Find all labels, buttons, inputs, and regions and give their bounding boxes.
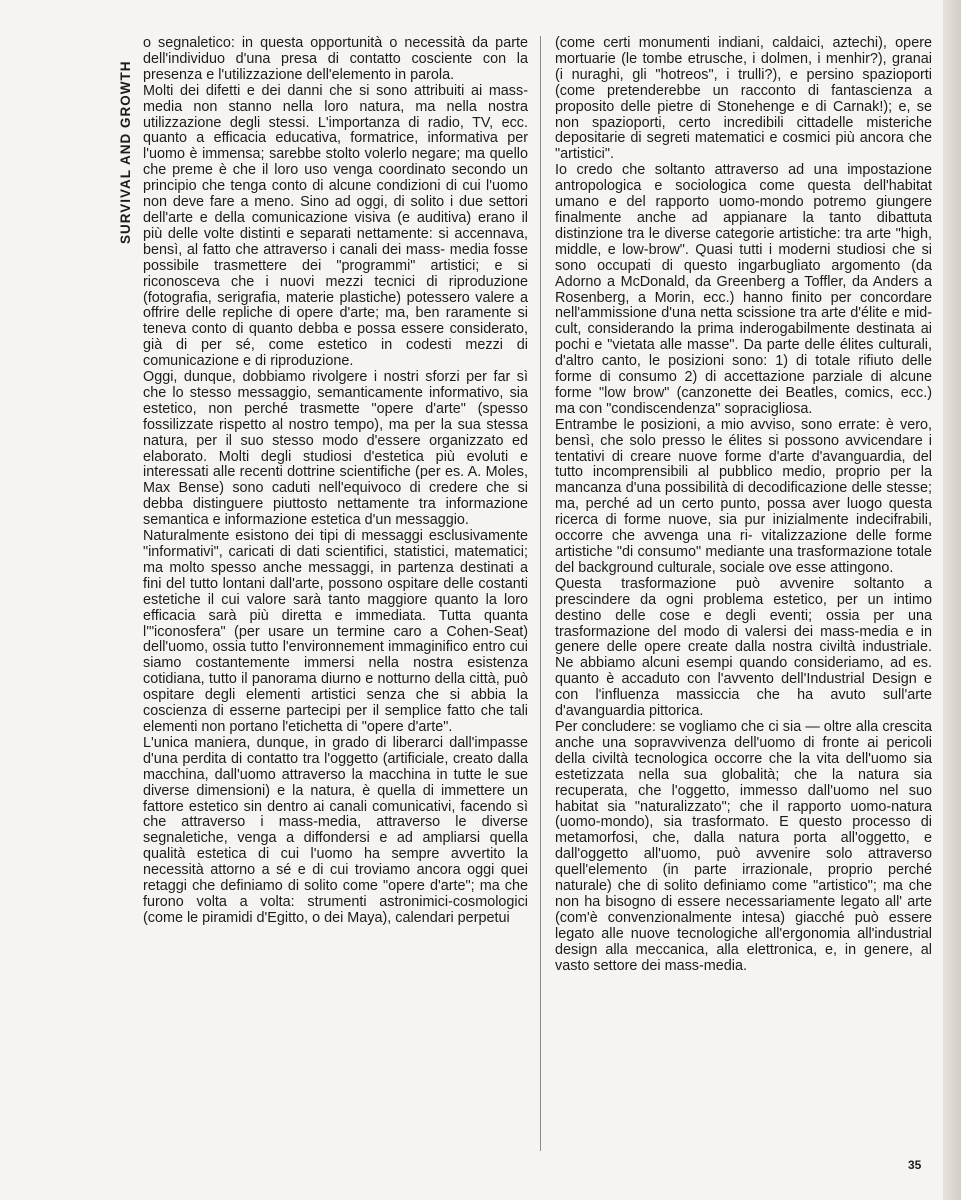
left-paragraph-4: Naturalmente esistono dei tipi di messaggi esclusivamente "informativi", caricati di dati scientifici, statistici, matematici; ma molto spesso anche messaggi, in partenza destinati a fini del tutto lontani dall'arte, possono ospitare delle costanti estetiche il cui valore sarà tanto maggiore quanto la loro efficacia sarà più diretta e immediata. Tutta quanta l'"iconosfera" (per usare un termine caro a Cohen-Seat) dell'uomo, ossia tutto l'environnement immaginifico entro cui siamo costantemente immersi nella nostra esistenza cotidiana, tutto il panorama diurno e notturno della città, può ospitare degli elementi artistici senza che si abbia la coscienza di esserne partecipi per il semplice fatto che tali elementi non portano l'etichetta di "opere d'arte". bbox=[143, 528, 528, 735]
left-paragraph-3: Oggi, dunque, dobbiamo rivolgere i nostri sforzi per far sì che lo stesso messaggio, semanticamente informativo, sia estetico, non perché trasmette "opere d'arte" (spesso fossilizzate rispetto al nostro tempo), ma per la sua stessa natura, per il suo stesso modo d'essere organizzato ed elaborato. Molti degli studiosi d'estetica più evoluti e interessati alle recenti dottrine scientifiche (per es. A. Moles, Max Bense) sono caduti nell'equivoco di credere che si debba distinguere piuttosto nettamente tra informazione semantica e informazione estetica d'un messaggio. bbox=[143, 369, 528, 529]
right-paragraph-5: Per concludere: se vogliamo che ci sia — oltre alla crescita anche una sopravvivenza dell'uomo di fronte ai pericoli della civiltà tecnologica occorre che la vita dell'uomo sia estetizzata nella sua globalità; che la natura sia recuperata, che l'oggetto, immesso dall'uomo nel suo habitat sia "naturalizzato"; che il rapporto uomo-natura (uomo-mondo), sia trasformato. E questo processo di metamorfosi, che, dalla natura porta all'oggetto, e dall'oggetto all'uomo, può avvenire solo attraverso quell'elemento (in parte irrazionale, proprio perché naturale) che di solito definiamo come "artistico"; ma che non ha bisogno di essere necessariamente legato all' arte (com'è convenzionalmente intesa) giacché può essere legato alle nuove tecnologiche all'ergonomia all'industrial design alla meccanica, alla elettronica, e, in genere, al vasto settore dei mass-media. bbox=[555, 718, 932, 974]
right-paragraph-1: (come certi monumenti indiani, caldaici, aztechi), opere mortuarie (le tombe etrusche, i dolmen, i menhir?), granai (i nuraghi, gli "hotreos", i trulli?), e persino spazioporti (come pretenderebbe un racconto di fantascienza a proposito delle pietre di Stonehenge e di Carnak!); e, se non spazioporti, certo incredibili cittadelle misteriche depositarie di segreti matematici e cosmici più ancora che "artistici". bbox=[555, 35, 932, 163]
column-divider bbox=[540, 36, 541, 1151]
right-column bbox=[555, 36, 932, 974]
right-paragraph-2: Io credo che soltanto attraverso ad una impostazione antropologica e sociologica come questa dell'habitat umano e del rapporto uomo-mondo potremo giungere finalmente anche ad appianare la tanto dibattuta distinzione tra le diverse categorie artistiche: tra arte "high, middle, e low-brow". Quasi tutti i moderni studiosi che si sono occupati di questo ingarbugliato argomento (da Adorno a McDonald, da Greenberg a Toffler, da Anders a Rosenberg, a Morin, ecc.) hanno finito per concordare nell'ammissione d'una netta scissione tra arte d'élite e mid-cult, considerando la prima inderogabilmente destinata ai pochi e "vietata alle masse". Da parte delle élites culturali, d'altro canto, le posizioni sono: 1) di totale rifiuto delle forme di consumo 2) di accettazione parziale di alcune forme "low brow" (canzonette dei Beatles, comics, ecc.) ma con "condiscendenza" sopracigliosa. bbox=[555, 162, 932, 417]
page-edge bbox=[943, 0, 961, 1200]
left-paragraph-1: o segnaletico: in questa opportunità o necessità da parte dell'individuo d'una presa di contatto cosciente con la presenza e l'utilizzazione dell'elemento in parola. bbox=[143, 35, 528, 83]
left-paragraph-5: L'unica maniera, dunque, in grado di liberarci dall'impasse d'una perdita di contatto tra l'oggetto (artificiale, creato dalla macchina, dall'uomo attraverso la macchina in tutte le sue diverse dimensioni) e la natura, è quella di immettere un fattore estetico sin dentro ai canali comunicativi, facendo sì che attraverso i mass-media, attraverso le diverse segnaletiche, venga a diffondersi e ad ampliarsi quella qualità estetica di cui l'uomo ha sempre avvertito la necessità attorno a sé e di cui troviamo ancora oggi quei retaggi che definiamo di solito come "opere d'arte"; ma che furono volta a volta: strumenti astronimici-cosmologici (come le piramidi d'Egitto, o dei Maya), calendari perpetui bbox=[143, 734, 528, 926]
page-number: 35 bbox=[908, 1158, 922, 1172]
right-paragraph-3: Entrambe le posizioni, a mio avviso, sono errate: è vero, bensì, che solo presso le élites si possono avvicendare i tentativi di creare nuove forme d'arte d'avanguardia, del tutto incomprensibili al pubblico medio, proprio per la mancanza d'una possibilità di decodificazione delle stesse; ma, perché ad un certo punto, possa aver luogo questa ricerca di forme nuove, sia pur inizialmente indecifrabili, occorre che avvenga una ri- vitalizzazione delle forme artistiche "di consumo" mediante una trasformazione totale del background culturale, sociale ove esse attingono. bbox=[555, 416, 932, 576]
left-column bbox=[143, 36, 528, 927]
running-head-text: SURVIVAL AND GROWTH bbox=[118, 60, 133, 244]
left-paragraph-2: Molti dei difetti e dei danni che si sono attribuiti ai mass-media non stanno nella loro natura, ma nella nostra utilizzazione degli stessi. L'importanza di radio, TV, ecc. quanto a efficacia educativa, formatrice, informativa per l'uomo è immensa; sarebbe stolto volerlo negare; ma quello che preme è che il loro uso venga coordinato secondo un principio che tenga conto di alcune condizioni di cui l'uomo non deve fare a meno. Sino ad oggi, di solito i due settori dell'arte e della comunicazione visiva (e auditiva) erano il più delle volte distinti e separati nettamente: si accennava, bensì, al fatto che attraverso i canali dei mass- media fosse possibile trasmettere dei "programmi" artistici; e si riconosceva che i nuovi mezzi tecnici di riproduzione (fotografia, serigrafia, materie plastiche) potessero valere a offrire delle repliche di opere d'arte; ma, ben raramente si teneva conto di quanto debba e possa essere considerato, già di per sé, come estetico in codesti mezzi di comunicazione e di riproduzione. bbox=[143, 82, 528, 370]
right-paragraph-4: Questa trasformazione può avvenire soltanto a prescindere da ogni problema estetico, per un intimo destino delle cose e degli eventi; ossia per una trasformazione del modo di valersi dei mass-media e in genere delle opere create dalla nostra civiltà industriale. Ne abbiamo alcuni esempi quando consideriamo, ad es. quanto è accaduto con l'avvento dell'Industrial Design e con l'influenza massiccia che ha avuto sull'arte d'avanguardia pittorica. bbox=[555, 575, 932, 720]
running-head bbox=[116, 34, 138, 244]
